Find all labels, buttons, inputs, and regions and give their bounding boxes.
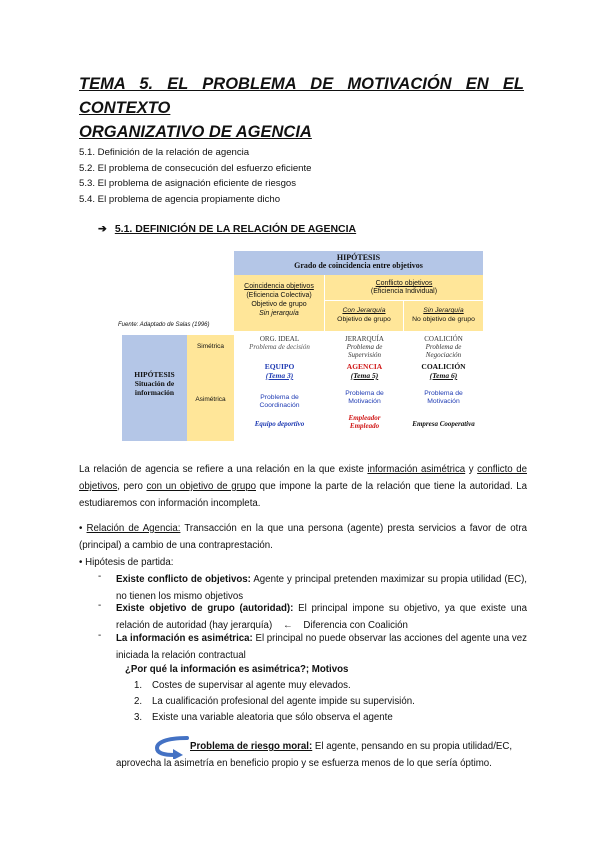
- table-of-contents: [79, 145, 312, 207]
- block-name: COALICIÓN: [421, 362, 466, 371]
- text: Agente y principal pretenden maximizar su propia utilidad (EC), no tienen los mismo objetivos: [116, 574, 527, 602]
- coincide-line: Sin jerarquía: [259, 310, 299, 317]
- hyp-subtitle: Grado de coincidencia entre objetivos: [294, 261, 423, 270]
- text: La relación de agencia se refiere a una relación en la que existe: [79, 464, 368, 475]
- coincide-line: Coincidencia objetivos: [244, 283, 314, 290]
- block-tema: (Tema 6): [429, 371, 458, 380]
- col-sub: Problema de: [425, 343, 462, 351]
- intro-paragraph: [79, 461, 527, 512]
- left-arrow-icon: ←: [282, 620, 293, 631]
- hyp-left-line: información: [134, 388, 175, 397]
- hyp-left-line: Situación de: [134, 379, 175, 388]
- number: 3.: [134, 712, 143, 723]
- hyp-left-line: HIPÓTESIS: [134, 370, 175, 379]
- text: El principal no puede observar las acciones del agente una vez iniciada la relación contractual: [116, 633, 527, 661]
- col-sub: Problema de decisión: [249, 343, 310, 351]
- text: Costes de supervisar al agente muy elevados.: [152, 680, 351, 691]
- hypothesis-asymmetric: [116, 630, 527, 664]
- sub-line: No objetivo de grupo: [412, 316, 475, 323]
- moral-hazard-label: Problema de riesgo moral:: [190, 741, 313, 752]
- text: Diferencia con Coalición: [303, 620, 408, 631]
- coincidence-header: [234, 275, 325, 331]
- conflict-header: [325, 275, 483, 301]
- moral-hazard-line: [190, 738, 512, 755]
- reasons-list: [134, 678, 415, 726]
- figure-source: Fuente: Adaptado de Salas (1996): [118, 322, 210, 328]
- sub-line: Con Jerarquía: [342, 307, 386, 314]
- bullet: •: [79, 523, 83, 534]
- ex-line: Empleador: [348, 414, 381, 422]
- conflict-line: Conflicto objetivos: [375, 280, 433, 287]
- toc-item: 5.1. Definición de la relación de agencia: [79, 147, 250, 158]
- col-head: JERARQUÍA: [345, 335, 384, 343]
- number: 2.: [134, 696, 143, 707]
- block-tema: (Tema 5): [350, 371, 379, 380]
- agency-hypothesis-figure: [118, 251, 483, 441]
- hierarchy-cell: [325, 335, 404, 359]
- col-head: ORG. IDEAL: [259, 335, 300, 343]
- coincide-line: (Eficiencia Colectiva): [246, 292, 312, 299]
- definition-paragraph: [79, 520, 527, 554]
- without-hierarchy-header: [404, 301, 483, 331]
- text: , pero: [117, 481, 147, 492]
- coalition-block: [404, 362, 483, 428]
- block-name: AGENCIA: [346, 362, 383, 371]
- asymmetric-label: Asimétrica: [187, 359, 234, 441]
- hypotheses-heading: • Hipótesis de partida:: [79, 557, 174, 568]
- prob-line: Motivación: [348, 398, 381, 405]
- list-item: [134, 678, 415, 694]
- prob-line: Problema de: [345, 390, 384, 397]
- toc-item: 5.2. El problema de consecución del esfuerzo eficiente: [79, 162, 312, 174]
- prob-line: Motivación: [427, 398, 460, 405]
- coincide-line: Objetivo de grupo: [251, 301, 307, 308]
- title-line-2: ORGANIZATIVO DE AGENCIA: [79, 123, 312, 141]
- block-problem: [325, 390, 404, 406]
- sub-line: Objetivo de grupo: [337, 316, 391, 323]
- hypothesis-authority: [116, 600, 527, 634]
- block-example: [325, 414, 404, 430]
- block-example: Equipo deportivo: [254, 420, 305, 428]
- col-sub: Supervisión: [347, 351, 382, 359]
- bold-label: Existe conflicto de objetivos:: [116, 574, 251, 585]
- number: 1.: [134, 680, 143, 691]
- block-problem: [234, 394, 325, 410]
- with-hierarchy-header: [325, 301, 404, 331]
- section-heading: [98, 223, 356, 235]
- col-head: COALICIÓN: [424, 335, 463, 343]
- moral-hazard-line-2: aprovecha la asimetría en beneficio propio y se esfuerza menos de lo que sería óptimo.: [116, 758, 492, 769]
- definition-label: Relación de Agencia:: [86, 523, 181, 534]
- ex-line: Empleado: [349, 422, 380, 430]
- block-example: Empresa Cooperativa: [412, 420, 475, 428]
- list-item: [134, 694, 415, 710]
- prob-line: Problema de: [424, 390, 463, 397]
- col-sub: Negociación: [425, 351, 462, 359]
- coalition-cell: [404, 335, 483, 359]
- text: El agente, pensando en su propia utilidad/EC,: [312, 741, 513, 752]
- section-heading-text: 5.1. DEFINICIÓN DE LA RELACIÓN DE AGENCIA: [114, 223, 357, 235]
- text: La cualificación profesional del agente impide su supervisión.: [152, 696, 415, 707]
- list-item: [134, 710, 415, 726]
- right-arrow-icon: ➔: [98, 223, 107, 235]
- hypothesis-header: [234, 251, 483, 275]
- col-sub: Problema de: [346, 343, 383, 351]
- text: información asimétrica: [367, 464, 466, 475]
- text: Transacción en la que una persona (agente) presta servicios a favor de otra (principal) a cambio de una contraprestación.: [79, 523, 527, 551]
- text: y: [465, 464, 478, 475]
- symmetric-label: Simétrica: [187, 335, 234, 359]
- prob-line: Coordinación: [259, 402, 300, 409]
- conflict-line: (Eficiencia Individual): [370, 288, 438, 295]
- ideal-org-cell: [234, 335, 325, 351]
- dash: -: [98, 571, 102, 582]
- agency-block: [325, 362, 404, 430]
- text: conflicto de objetivos: [79, 464, 527, 492]
- page-title: [79, 72, 524, 144]
- text: Existe una variable aleatoria que sólo observa el agente: [152, 712, 393, 723]
- sub-line: Sin Jerarquía: [423, 307, 464, 314]
- hyp-title: HIPÓTESIS: [336, 253, 381, 262]
- dash: -: [98, 600, 102, 611]
- bold-label: La información es asimétrica:: [116, 633, 253, 644]
- toc-item: 5.3. El problema de asignación eficiente de riesgos: [79, 178, 297, 189]
- text: con un objetivo de grupo: [146, 481, 256, 492]
- block-tema: (Tema 3): [265, 371, 294, 380]
- team-block: [234, 362, 325, 428]
- prob-line: Problema de: [260, 394, 299, 401]
- motives-heading: ¿Por qué la información es asimétrica?; Motivos: [125, 664, 349, 675]
- text: El principal impone su objetivo, ya que existe una relación de autoridad (hay jerarquía): [116, 603, 527, 631]
- block-name: EQUIPO: [264, 362, 295, 371]
- bold-label: Existe objetivo de grupo (autoridad):: [116, 603, 294, 614]
- information-hypothesis: [122, 335, 187, 441]
- toc-item: 5.4. El problema de agencia propiamente dicho: [79, 193, 281, 205]
- block-problem: [404, 390, 483, 406]
- title-line-1: TEMA 5. EL PROBLEMA DE MOTIVACIÓN EN EL CONTEXTO: [79, 75, 524, 117]
- dash: -: [98, 630, 102, 641]
- text: que impone la parte de la relación que tiene la autoridad. La estudiaremos con información incompleta.: [79, 481, 528, 509]
